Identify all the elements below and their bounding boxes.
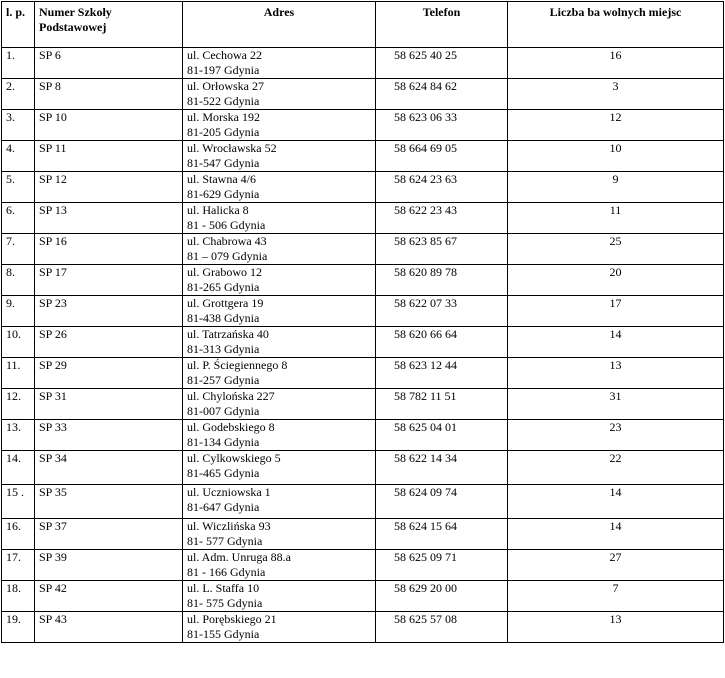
row-lp: 17. [2, 550, 35, 581]
row-city: 81-197 Gdynia [187, 63, 260, 77]
row-lp: 8. [2, 265, 35, 296]
row-lp: 15 . [2, 485, 35, 519]
table-row [2, 485, 724, 519]
row-street: ul. Grottgera 19 [187, 296, 264, 310]
row-lp: 6. [2, 203, 35, 234]
row-count: 10 [508, 141, 724, 172]
row-address [183, 519, 376, 550]
row-count: 17 [508, 296, 724, 327]
row-count: 25 [508, 234, 724, 265]
row-city: 81 - 166 Gdynia [187, 565, 266, 579]
row-city: 81-265 Gdynia [187, 280, 260, 294]
row-lp: 1. [2, 48, 35, 79]
row-count: 31 [508, 389, 724, 420]
row-school: SP 10 [35, 110, 183, 141]
row-street: ul. Godebskiego 8 [187, 420, 275, 434]
header-school: Numer Szkoły Podstawowej [35, 2, 183, 48]
row-lp: 14. [2, 451, 35, 485]
header-count: Liczba ba wolnych miejsc [508, 2, 724, 48]
row-street: ul. Grabowo 12 [187, 265, 262, 279]
row-phone: 58 624 23 63 [376, 172, 508, 203]
row-address [183, 48, 376, 79]
row-city: 81-007 Gdynia [187, 404, 260, 418]
row-lp: 10. [2, 327, 35, 358]
header-phone: Telefon [376, 2, 508, 48]
table-row [2, 550, 724, 581]
row-street: ul. Tatrzańska 40 [187, 327, 269, 341]
row-school: SP 13 [35, 203, 183, 234]
row-phone: 58 782 11 51 [376, 389, 508, 420]
row-phone: 58 620 66 64 [376, 327, 508, 358]
row-phone: 58 625 09 71 [376, 550, 508, 581]
row-address [183, 141, 376, 172]
table-row [2, 203, 724, 234]
row-school: SP 8 [35, 79, 183, 110]
row-count: 11 [508, 203, 724, 234]
row-phone: 58 622 07 33 [376, 296, 508, 327]
row-street: ul. Halicka 8 [187, 203, 249, 217]
row-school: SP 6 [35, 48, 183, 79]
row-school: SP 39 [35, 550, 183, 581]
row-phone: 58 623 12 44 [376, 358, 508, 389]
table-row [2, 389, 724, 420]
row-address [183, 172, 376, 203]
row-street: ul. Wrocławska 52 [187, 141, 277, 155]
row-city: 81-629 Gdynia [187, 187, 260, 201]
row-city: 81-522 Gdynia [187, 94, 260, 108]
row-lp: 11. [2, 358, 35, 389]
row-city: 81-547 Gdynia [187, 156, 260, 170]
row-street: ul. Morska 192 [187, 110, 260, 124]
row-address [183, 296, 376, 327]
row-city: 81-155 Gdynia [187, 627, 260, 641]
row-address [183, 389, 376, 420]
row-street: ul. Chabrowa 43 [187, 234, 267, 248]
table-row [2, 265, 724, 296]
table-row [2, 141, 724, 172]
row-school: SP 29 [35, 358, 183, 389]
row-address [183, 612, 376, 643]
row-lp: 2. [2, 79, 35, 110]
row-school: SP 11 [35, 141, 183, 172]
row-phone: 58 624 09 74 [376, 485, 508, 519]
row-city: 81-647 Gdynia [187, 500, 260, 514]
row-street: ul. Cechowa 22 [187, 48, 262, 62]
row-count: 3 [508, 79, 724, 110]
row-school: SP 37 [35, 519, 183, 550]
row-address [183, 234, 376, 265]
row-school: SP 12 [35, 172, 183, 203]
header-lp: l. p. [2, 2, 35, 48]
row-phone: 58 623 06 33 [376, 110, 508, 141]
row-lp: 12. [2, 389, 35, 420]
row-school: SP 16 [35, 234, 183, 265]
row-school: SP 35 [35, 485, 183, 519]
row-school: SP 42 [35, 581, 183, 612]
row-lp: 3. [2, 110, 35, 141]
row-street: ul. Uczniowska 1 [187, 485, 271, 499]
row-count: 7 [508, 581, 724, 612]
table-row [2, 358, 724, 389]
row-street: ul. Cylkowskiego 5 [187, 451, 281, 465]
row-phone: 58 629 20 00 [376, 581, 508, 612]
row-count: 13 [508, 612, 724, 643]
row-address [183, 581, 376, 612]
schools-table [1, 1, 724, 643]
row-street: ul. L. Staffa 10 [187, 581, 260, 595]
row-address [183, 550, 376, 581]
row-phone: 58 620 89 78 [376, 265, 508, 296]
row-phone: 58 625 40 25 [376, 48, 508, 79]
table-row [2, 296, 724, 327]
row-count: 14 [508, 485, 724, 519]
row-lp: 18. [2, 581, 35, 612]
row-city: 81-438 Gdynia [187, 311, 260, 325]
table-row [2, 48, 724, 79]
row-address [183, 420, 376, 451]
row-lp: 4. [2, 141, 35, 172]
row-city: 81- 575 Gdynia [187, 596, 263, 610]
table-row [2, 110, 724, 141]
row-school: SP 33 [35, 420, 183, 451]
row-lp: 7. [2, 234, 35, 265]
row-count: 23 [508, 420, 724, 451]
row-city: 81-134 Gdynia [187, 435, 260, 449]
row-street: ul. Adm. Unruga 88.a [187, 550, 291, 564]
row-phone: 58 622 14 34 [376, 451, 508, 485]
table-row [2, 234, 724, 265]
row-city: 81 – 079 Gdynia [187, 249, 268, 263]
row-school: SP 43 [35, 612, 183, 643]
row-phone: 58 625 04 01 [376, 420, 508, 451]
row-street: ul. Chylońska 227 [187, 389, 275, 403]
row-school: SP 31 [35, 389, 183, 420]
row-lp: 13. [2, 420, 35, 451]
row-count: 27 [508, 550, 724, 581]
row-phone: 58 625 57 08 [376, 612, 508, 643]
table-row [2, 581, 724, 612]
row-school: SP 17 [35, 265, 183, 296]
row-phone: 58 624 84 62 [376, 79, 508, 110]
row-street: ul. Orłowska 27 [187, 79, 264, 93]
row-phone: 58 622 23 43 [376, 203, 508, 234]
row-city: 81-205 Gdynia [187, 125, 260, 139]
table-row [2, 451, 724, 485]
row-phone: 58 624 15 64 [376, 519, 508, 550]
row-count: 14 [508, 519, 724, 550]
row-city: 81 - 506 Gdynia [187, 218, 266, 232]
row-count: 22 [508, 451, 724, 485]
row-street: ul. P. Ściegiennego 8 [187, 358, 288, 372]
table-row [2, 612, 724, 643]
row-lp: 19. [2, 612, 35, 643]
row-address [183, 265, 376, 296]
row-school: SP 23 [35, 296, 183, 327]
row-address [183, 79, 376, 110]
row-school: SP 34 [35, 451, 183, 485]
row-address [183, 485, 376, 519]
row-count: 13 [508, 358, 724, 389]
table-row [2, 172, 724, 203]
row-address [183, 110, 376, 141]
row-lp: 5. [2, 172, 35, 203]
row-city: 81-465 Gdynia [187, 466, 260, 480]
row-phone: 58 664 69 05 [376, 141, 508, 172]
row-count: 20 [508, 265, 724, 296]
row-address [183, 451, 376, 485]
row-lp: 9. [2, 296, 35, 327]
row-count: 16 [508, 48, 724, 79]
table-row [2, 327, 724, 358]
table-row [2, 519, 724, 550]
header-address: Adres [183, 2, 376, 48]
row-address [183, 203, 376, 234]
row-city: 81-257 Gdynia [187, 373, 260, 387]
row-street: ul. Porębskiego 21 [187, 612, 277, 626]
table-row [2, 420, 724, 451]
row-city: 81-313 Gdynia [187, 342, 260, 356]
row-school: SP 26 [35, 327, 183, 358]
header-row [2, 2, 724, 48]
row-count: 12 [508, 110, 724, 141]
row-street: ul. Stawna 4/6 [187, 172, 256, 186]
row-lp: 16. [2, 519, 35, 550]
row-address [183, 358, 376, 389]
row-address [183, 327, 376, 358]
row-phone: 58 623 85 67 [376, 234, 508, 265]
row-count: 14 [508, 327, 724, 358]
table-row [2, 79, 724, 110]
row-count: 9 [508, 172, 724, 203]
row-street: ul. Wiczlińska 93 [187, 519, 271, 533]
row-city: 81- 577 Gdynia [187, 534, 263, 548]
